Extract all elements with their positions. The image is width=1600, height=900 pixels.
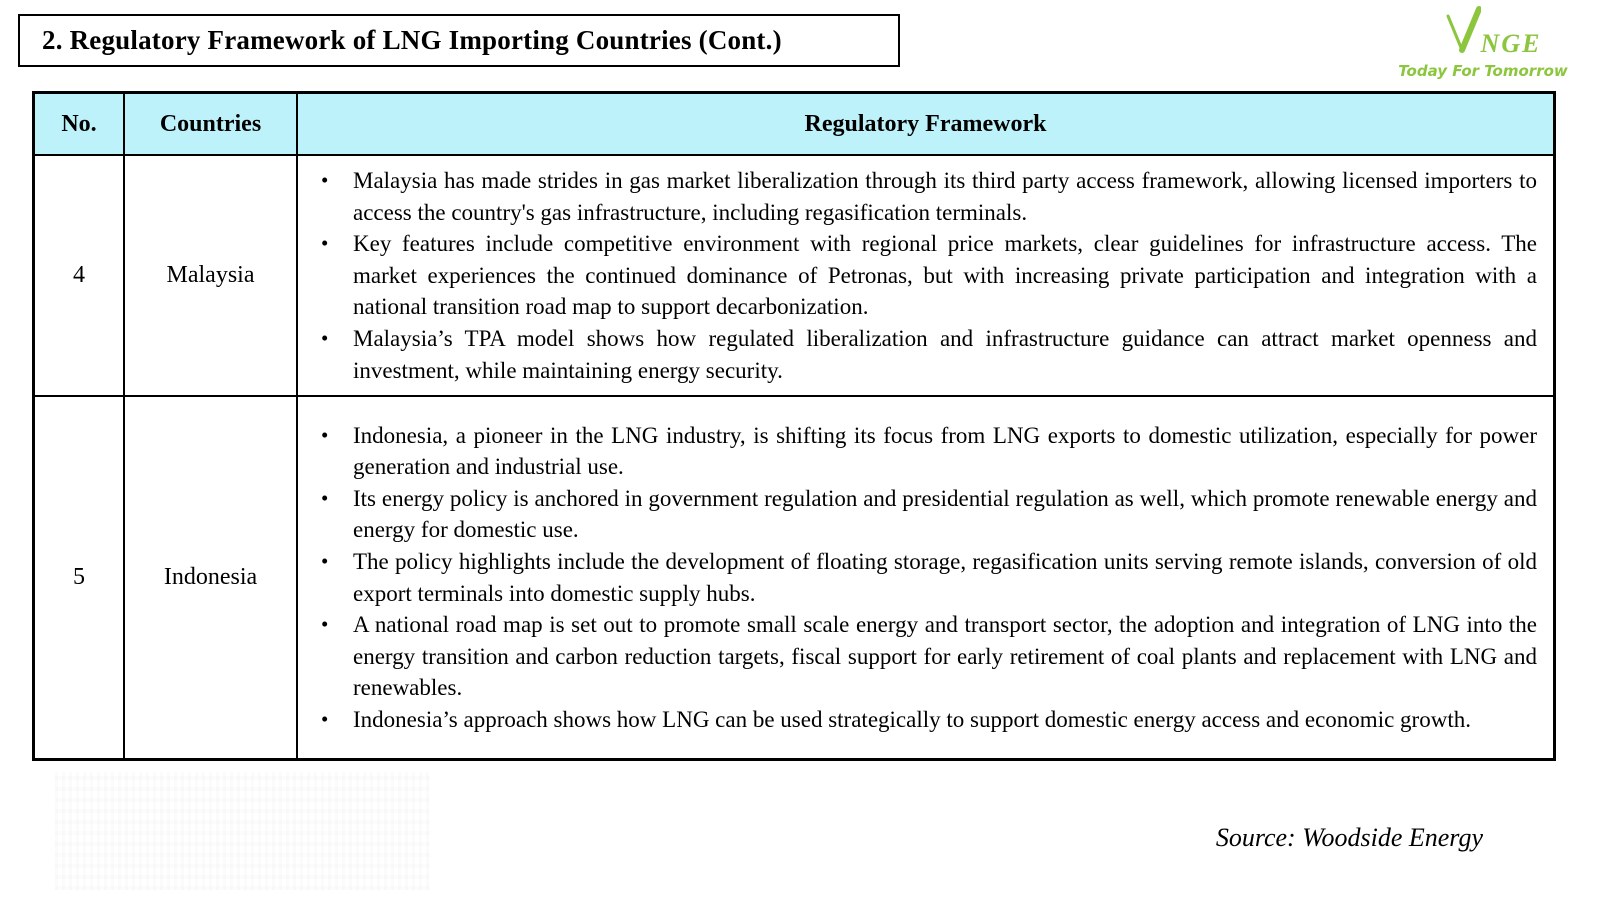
bullet-item: • Indonesia, a pioneer in the LNG industry, is shifting its focus from LNG exports to domestic utilization, especially for power generation and industrial use. (321, 420, 1537, 483)
page-title: 2. Regulatory Framework of LNG Importing Countries (Cont.) (42, 25, 782, 55)
regulatory-framework-table (33, 92, 1555, 760)
bullet-list (321, 165, 1537, 386)
bullet-item: • Malaysia’s TPA model shows how regulated liberalization and infrastructure guidance can attract market openness and investment, while maintaining energy security. (321, 323, 1537, 386)
bullet-item: • The policy highlights include the development of floating storage, regasification units serving remote islands, conversion of old export terminals into domestic supply hubs. (321, 546, 1537, 609)
logo-letters: NGE (1480, 29, 1542, 58)
country-name: Malaysia (124, 155, 297, 396)
table-row-indonesia (34, 396, 1554, 759)
table-row-malaysia (34, 155, 1554, 396)
logo-tagline: Today For Tomorrow (1398, 62, 1568, 80)
slide-title-box (18, 14, 900, 67)
checkmark-v-icon (1443, 6, 1481, 59)
source-note: Source: Woodside Energy (1215, 823, 1483, 852)
bullet-item: • A national road map is set out to promote small scale energy and transport sector, the adoption and integration of LNG into the energy transition and carbon reduction targets, fiscal support for early retirement of coal plants and replacement with LNG and renewables. (321, 609, 1537, 704)
country-name: Indonesia (124, 396, 297, 759)
framework-details (297, 155, 1554, 396)
column-header-countries: Countries (124, 93, 297, 155)
bullet-item: • Its energy policy is anchored in government regulation and presidential regulation as well, which promote renewable energy and energy for domestic use. (321, 483, 1537, 546)
background-artifact (55, 772, 430, 890)
row-number: 4 (34, 155, 124, 396)
column-header-no: No. (34, 93, 124, 155)
company-logo (1398, 6, 1568, 80)
bullet-item: • Key features include competitive environment with regional price markets, clear guidelines for infrastructure access. The market experiences the continued dominance of Petronas, but with increasing private participation and integration with a national transition road map to support decarbonization. (321, 228, 1537, 323)
logo-mark (1443, 6, 1542, 59)
table-header-row (34, 93, 1554, 155)
bullet-item: • Malaysia has made strides in gas market liberalization through its third party access framework, allowing licensed importers to access the country's gas infrastructure, including regasification terminals. (321, 165, 1537, 228)
framework-details (297, 396, 1554, 759)
bullet-item: • Indonesia’s approach shows how LNG can be used strategically to support domestic energy access and economic growth. (321, 704, 1537, 736)
bullet-list (321, 420, 1537, 736)
column-header-regulatory-framework: Regulatory Framework (297, 93, 1554, 155)
row-number: 5 (34, 396, 124, 759)
